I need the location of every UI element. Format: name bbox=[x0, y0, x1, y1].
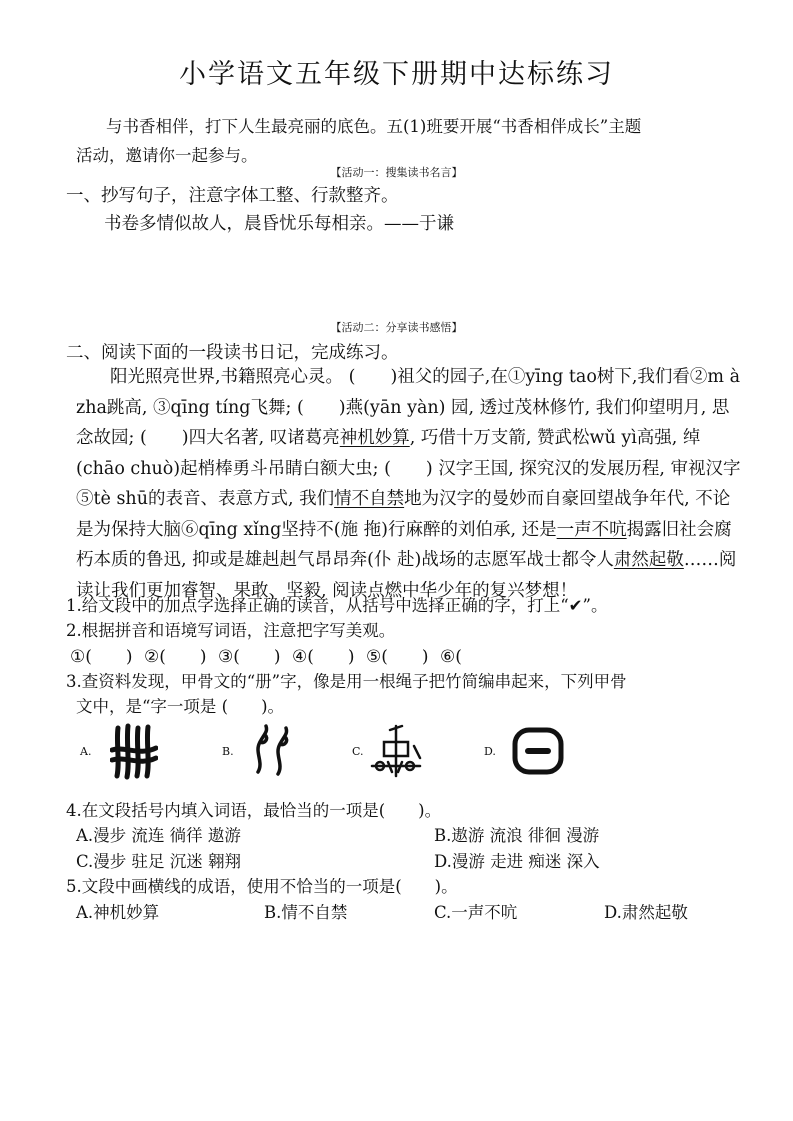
answer-blank-6[interactable]: ⑥( bbox=[440, 647, 462, 667]
oracle-glyph-a-icon[interactable] bbox=[110, 722, 158, 780]
oracle-glyph-b-icon[interactable] bbox=[250, 722, 296, 780]
idiom-underlined-2: 情不自禁 bbox=[334, 489, 405, 509]
q4-option-c[interactable]: C.漫步 驻足 沉迷 翱翔 bbox=[76, 852, 242, 871]
idiom-underlined-4: 肃然起敬 bbox=[613, 550, 684, 570]
q5-option-a[interactable]: A.神机妙算 bbox=[76, 903, 160, 922]
option-b-label: B. bbox=[222, 745, 234, 758]
answer-blanks-row bbox=[70, 642, 514, 667]
activity1-banner: 【活动一：搜集读书名言】 bbox=[330, 166, 463, 179]
intro-paragraph bbox=[76, 112, 756, 170]
idiom-underlined-1: 神机妙算 bbox=[339, 428, 410, 448]
activity1-quote: 书卷多情似故人，晨昏忧乐每相亲。——于谦 bbox=[104, 214, 454, 234]
question-4: 4.在文段括号内填入词语，最恰当的一项是( )。 bbox=[66, 801, 442, 820]
oracle-glyph-c-icon[interactable] bbox=[370, 722, 422, 780]
passage-segment-2: , 巧借十万支箭, 赞武松wǔ yì高强, 绰(chāo chuò)起梢棒勇斗吊睛白额大虫; ( ) 汉字王国, 探究汉的发展历程, 审视汉字⑤tè shū的表音、表意方式, 我们 bbox=[76, 428, 741, 509]
answer-blank-1[interactable]: ①( ) bbox=[70, 647, 133, 667]
question-1: 1.给文段中的加点字选择正确的读音，从括号中选择正确的字，打上“✔”。 bbox=[66, 596, 608, 615]
answer-blank-3[interactable]: ③( ) bbox=[218, 647, 281, 667]
oracle-glyph-d-icon[interactable] bbox=[510, 722, 566, 780]
activity1-question: 一、抄写句子，注意字体工整、行款整齐。 bbox=[66, 186, 399, 206]
page-title: 小学语文五年级下册期中达标练习 bbox=[179, 59, 614, 90]
reading-passage bbox=[76, 362, 746, 606]
intro-line-1: 与书香相伴，打下人生最亮丽的底色。五(1)班要开展“书香相伴成长”主题 bbox=[106, 117, 642, 136]
passage-segment-5: ……阅读让我们更加睿智、果敢、坚毅, 阅读点燃中华少年的复兴梦想！ bbox=[76, 550, 737, 601]
passage-segment-3: 地为汉字的曼妙而自豪回望战争年代, 不论是为保持大脑⑥qīng xǐng坚持不(施 拖)行麻醉的刘伯承, 还是 bbox=[76, 489, 731, 540]
answer-blank-5[interactable]: ⑤( ) bbox=[366, 647, 429, 667]
q4-option-b[interactable]: B.遨游 流浪 徘徊 漫游 bbox=[434, 826, 600, 845]
passage-segment-4: 揭露旧社会腐朽本质的鲁迅, 抑或是雄赳赳气昂昂奔(仆 赴)战场的志愿军战士都令人 bbox=[76, 519, 732, 570]
idiom-underlined-3: 一声不吭 bbox=[556, 519, 627, 540]
question-3-line-2: 文中，是“字一项是 ( )。 bbox=[76, 697, 285, 716]
answer-blank-4[interactable]: ④( ) bbox=[292, 647, 355, 667]
q5-option-c[interactable]: C.一声不吭 bbox=[434, 903, 518, 922]
q5-option-d[interactable]: D.肃然起敬 bbox=[604, 903, 688, 922]
q4-option-a[interactable]: A.漫步 流连 徜徉 遨游 bbox=[76, 826, 241, 845]
answer-blank-2[interactable]: ②( ) bbox=[144, 647, 207, 667]
option-a-label: A. bbox=[80, 745, 92, 758]
question-5: 5.文段中画横线的成语，使用不恰当的一项是( )。 bbox=[66, 877, 458, 896]
question-3-line-1: 3.查资料发现，甲骨文的“册”字，像是用一根绳子把竹简编串起来，下列甲骨 bbox=[66, 672, 627, 691]
activity2-question: 二、阅读下面的一段读书日记，完成练习。 bbox=[66, 343, 399, 363]
question-2: 2.根据拼音和语境写词语，注意把字写美观。 bbox=[66, 621, 396, 640]
q5-option-b[interactable]: B.情不自禁 bbox=[264, 903, 348, 922]
activity2-banner: 【活动二：分享读书感悟】 bbox=[330, 321, 463, 334]
option-c-label: C. bbox=[352, 745, 364, 758]
option-d-label: D. bbox=[484, 745, 496, 758]
passage-segment-1: 阳光照亮世界,书籍照亮心灵。 ( )祖父的园子,在①yīng tao树下,我们看②m à zha跳高, ③qīng tíng飞舞; ( )燕(yān yàn) 园, 透过茂林修竹, 我们仰望明月, 思念故园; ( )四大名著, 叹诸葛亮 bbox=[76, 367, 741, 448]
intro-line-2: 活动，邀请你一起参与。 bbox=[76, 146, 258, 165]
q4-option-d[interactable]: D.漫游 走进 痴迷 深入 bbox=[434, 852, 600, 871]
